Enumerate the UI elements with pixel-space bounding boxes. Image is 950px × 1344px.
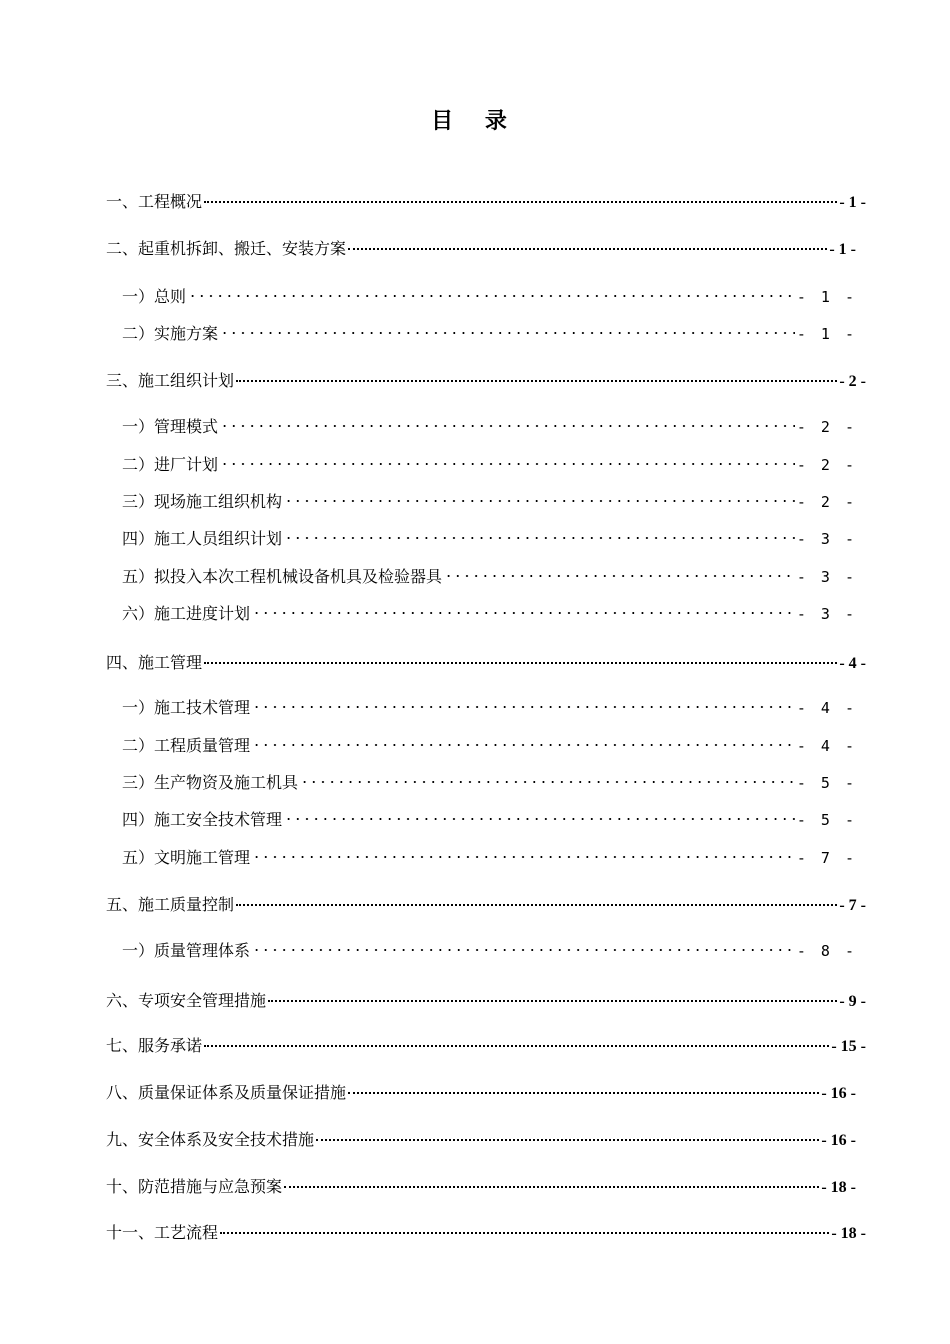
toc-leader-dots [252, 729, 795, 751]
toc-leader-dots [252, 691, 795, 713]
toc-entry-page-number: - 1 - [829, 241, 856, 258]
toc-entry-text: 一、工程概况 [106, 192, 203, 211]
toc-entry[interactable] [122, 841, 857, 867]
toc-entry-text: 八、质量保证体系及质量保证措施 [106, 1083, 347, 1102]
toc-entry-page-number: - 1 - [796, 288, 857, 306]
toc-leader-dots [220, 410, 795, 432]
toc-entry[interactable] [122, 317, 857, 343]
toc-entry[interactable] [122, 934, 857, 960]
toc-leader-dots [444, 560, 795, 582]
toc-entry-text: 十、防范措施与应急预案 [106, 1177, 283, 1196]
toc-entry[interactable] [106, 1076, 856, 1102]
toc-entry[interactable] [106, 1170, 856, 1196]
toc-leader-dots [204, 1029, 829, 1051]
toc-entry[interactable] [106, 1216, 866, 1242]
toc-entry-page-number: - 2 - [796, 456, 857, 474]
toc-entry-text: 四）施工人员组织计划 [122, 529, 283, 548]
toc-leader-dots [300, 766, 795, 788]
toc-title: 目 录 [431, 109, 519, 134]
toc-leader-dots [284, 803, 795, 825]
toc-leader-dots [252, 597, 795, 619]
toc-entry[interactable] [106, 1029, 866, 1055]
toc-entry-text: 五）拟投入本次工程机械设备机具及检验器具 [122, 567, 443, 586]
toc-entry-page-number: - 18 - [831, 1225, 866, 1242]
toc-entry-text: 三）现场施工组织机构 [122, 492, 283, 511]
toc-leader-dots [284, 522, 795, 544]
toc-leader-dots [284, 485, 795, 507]
toc-leader-dots [236, 888, 837, 910]
toc-entry[interactable] [106, 888, 866, 914]
toc-entry-page-number: - 3 - [796, 605, 857, 623]
toc-entry[interactable] [122, 766, 857, 792]
toc-entry[interactable] [106, 1123, 856, 1149]
toc-entry-page-number: - 7 - [839, 897, 866, 914]
toc-entry-text: 二）工程质量管理 [122, 736, 251, 755]
toc-entry[interactable] [106, 984, 866, 1010]
toc-entry-page-number: - 4 - [839, 655, 866, 672]
toc-leader-dots [236, 364, 837, 386]
toc-entry-page-number: - 4 - [796, 737, 857, 755]
toc-entry[interactable] [106, 646, 866, 672]
toc-entry-page-number: - 1 - [839, 194, 866, 211]
toc-entry[interactable] [122, 485, 857, 511]
toc-leader-dots [220, 317, 795, 339]
toc-leader-dots [348, 1076, 819, 1098]
toc-entry-text: 一）总则 [122, 287, 187, 306]
toc-entry-text: 一）施工技术管理 [122, 698, 251, 717]
toc-leader-dots [316, 1123, 819, 1145]
toc-entry-text: 六）施工进度计划 [122, 604, 251, 623]
toc-entry-text: 十一、工艺流程 [106, 1223, 219, 1242]
toc-leader-dots [348, 232, 827, 254]
toc-entry-page-number: - 3 - [796, 568, 857, 586]
toc-leader-dots [204, 646, 837, 668]
toc-entry-page-number: - 5 - [796, 811, 857, 829]
toc-entry-text: 四、施工管理 [106, 653, 203, 672]
toc-entry[interactable] [122, 691, 857, 717]
toc-entry[interactable] [122, 280, 857, 306]
toc-entry-text: 一）管理模式 [122, 417, 219, 436]
toc-leader-dots [188, 280, 795, 302]
toc-entry-page-number: - 2 - [796, 493, 857, 511]
toc-leader-dots [284, 1170, 819, 1192]
toc-entry-text: 一）质量管理体系 [122, 941, 251, 960]
toc-leader-dots [220, 1216, 829, 1238]
toc-entry-text: 五）文明施工管理 [122, 848, 251, 867]
toc-entry[interactable] [122, 729, 857, 755]
toc-entry-text: 六、专项安全管理措施 [106, 991, 267, 1010]
toc-entry-text: 四）施工安全技术管理 [122, 810, 283, 829]
toc-entry[interactable] [122, 803, 857, 829]
toc-entry-text: 二）实施方案 [122, 324, 219, 343]
toc-entry[interactable] [122, 597, 857, 623]
toc-entry-text: 二）进厂计划 [122, 455, 219, 474]
toc-entry-page-number: - 4 - [796, 699, 857, 717]
toc-entry-page-number: - 9 - [839, 993, 866, 1010]
toc-leader-dots [252, 934, 795, 956]
toc-entry[interactable] [106, 185, 866, 211]
toc-entry-text: 七、服务承诺 [106, 1036, 203, 1055]
toc-entry[interactable] [122, 522, 857, 548]
toc-entry[interactable] [106, 364, 866, 390]
toc-entry-page-number: - 2 - [839, 373, 866, 390]
toc-entry-page-number: - 16 - [821, 1085, 856, 1102]
toc-entry-text: 三）生产物资及施工机具 [122, 773, 299, 792]
toc-entry-page-number: - 1 - [796, 325, 857, 343]
toc-entry-page-number: - 18 - [821, 1179, 856, 1196]
toc-entry-page-number: - 8 - [796, 942, 857, 960]
toc-entry-page-number: - 15 - [831, 1038, 866, 1055]
toc-entry-page-number: - 7 - [796, 849, 857, 867]
toc-leader-dots [204, 185, 837, 207]
toc-entry-page-number: - 16 - [821, 1132, 856, 1149]
toc-entry[interactable] [122, 560, 857, 586]
toc-entry-page-number: - 2 - [796, 418, 857, 436]
toc-entry-text: 二、起重机拆卸、搬迁、安装方案 [106, 239, 347, 258]
toc-entry-page-number: - 3 - [796, 530, 857, 548]
toc-leader-dots [220, 448, 795, 470]
toc-leader-dots [268, 984, 837, 1006]
toc-entry-text: 五、施工质量控制 [106, 895, 235, 914]
toc-entry-text: 三、施工组织计划 [106, 371, 235, 390]
toc-leader-dots [252, 841, 795, 863]
toc-entry-page-number: - 5 - [796, 774, 857, 792]
toc-entry[interactable] [106, 232, 856, 258]
toc-entry[interactable] [122, 410, 857, 436]
toc-entry[interactable] [122, 448, 857, 474]
toc-entry-text: 九、安全体系及安全技术措施 [106, 1130, 315, 1149]
